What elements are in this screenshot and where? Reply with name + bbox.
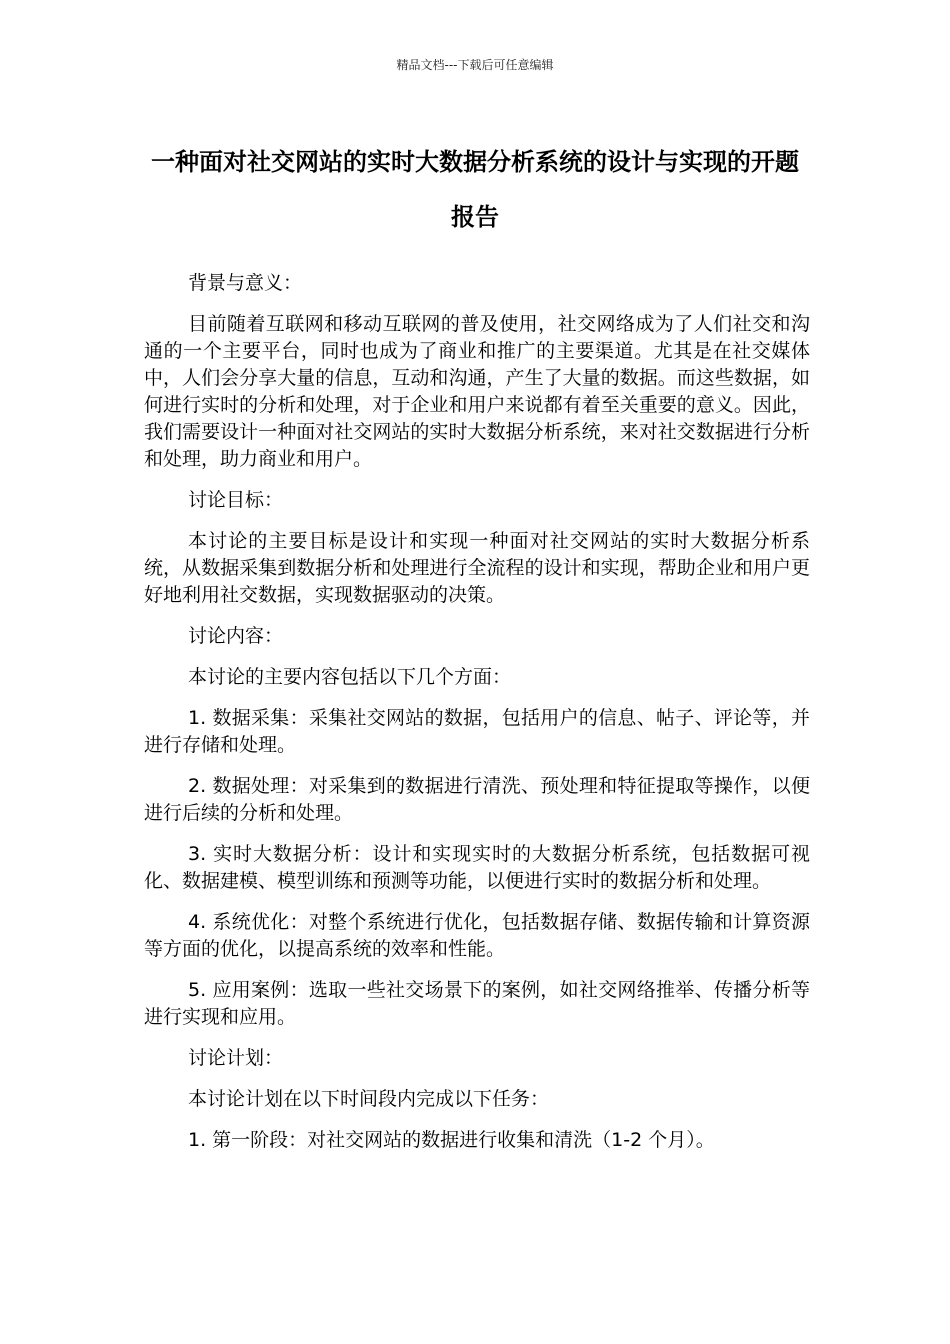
list-item-phase-one: 1. 第一阶段：对社交网站的数据进行收集和清洗（1-2 个月）。 [188, 1129, 715, 1151]
paragraph-plan-intro: 本讨论计划在以下时间段内完成以下任务： [188, 1088, 550, 1110]
list-item-realtime-analysis: 3. 实时大数据分析：设计和实现实时的大数据分析系统，包括数据可视化、数据建模、模型训练和预测等功能，以便进行实时的数据分析和处理。 [144, 843, 810, 892]
paragraph-goal: 本讨论的主要目标是设计和实现一种面对社交网站的实时大数据分析系统，从数据采集到数据分析和处理进行全流程的设计和实现，帮助企业和用户更好地利用社交数据，实现数据驱动的决策。 [144, 530, 810, 606]
list-item-application-cases: 5. 应用案例：选取一些社交场景下的案例，如社交网络推举、传播分析等进行实现和应用。 [144, 979, 810, 1028]
list-item-system-optimization: 4. 系统优化：对整个系统进行优化，包括数据存储、数据传输和计算资源等方面的优化，以提高系统的效率和性能。 [144, 911, 810, 960]
paragraph-background: 目前随着互联网和移动互联网的普及使用，社交网络成为了人们社交和沟通的一个主要平台，同时也成为了商业和推广的主要渠道。尤其是在社交媒体中，人们会分享大量的信息，互动和沟通，产生了大量的数据。而这些数据，如何进行实时的分析和处理，对于企业和用户来说都有着至关重要的意义。因此，我们需要设计一种面对社交网站的实时大数据分析系统，来对社交数据进行分析和处理，助力商业和用户。 [144, 313, 810, 470]
section-heading-background: 背景与意义： [188, 272, 303, 294]
list-item-data-processing: 2. 数据处理：对采集到的数据进行清洗、预处理和特征提取等操作，以便进行后续的分析和处理。 [144, 775, 810, 824]
paragraph-content-intro: 本讨论的主要内容包括以下几个方面： [188, 666, 512, 688]
page-header: 精品文档---下载后可任意编辑 [396, 58, 554, 72]
document-title: 一种面对社交网站的实时大数据分析系统的设计与实现的开题报告 [151, 148, 799, 231]
section-heading-plan: 讨论计划： [188, 1047, 284, 1069]
section-heading-goal: 讨论目标： [188, 489, 284, 511]
section-heading-content: 讨论内容： [188, 625, 284, 647]
document-body [144, 270, 810, 1168]
list-item-data-collection: 1. 数据采集：采集社交网站的数据，包括用户的信息、帖子、评论等，并进行存储和处理。 [144, 707, 810, 756]
